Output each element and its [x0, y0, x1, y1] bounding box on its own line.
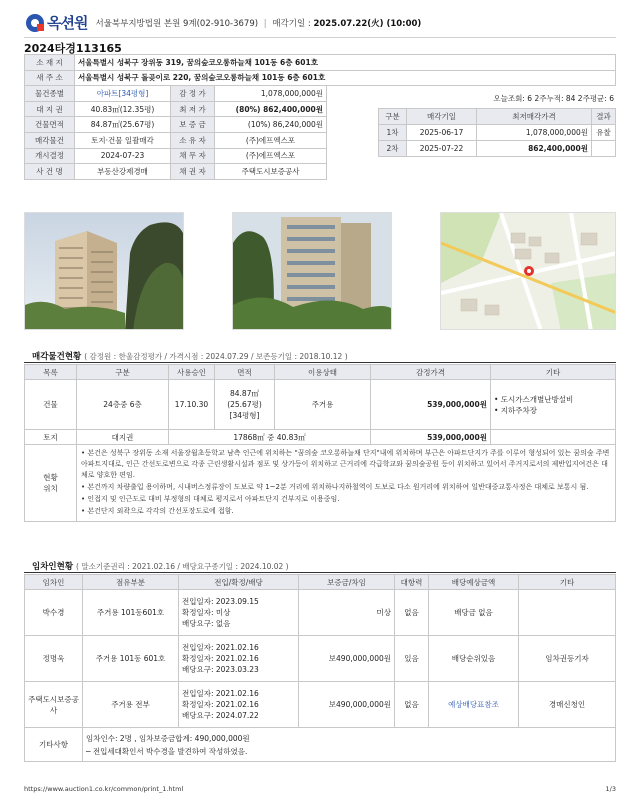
move-in-date: 전입일자: 2021.02.16: [182, 643, 259, 652]
location-value: 서울특별시 성북구 장위동 319, 꿈의숲코오롱하늘채 101동 6층 601호: [75, 55, 616, 71]
sale-date: 2025.07.22(火) (10:00): [313, 18, 422, 29]
summary-value: 1,078,000,000원: [215, 86, 327, 102]
summary-label: 대 지 권: [25, 101, 75, 117]
appraisal-price: 539,000,000원: [371, 430, 491, 445]
appraisal-type: 토지: [25, 430, 77, 445]
history-result: 유찰: [592, 125, 616, 141]
page-header: [24, 8, 616, 38]
tenant-part: 주거용 101동601호: [83, 590, 179, 636]
tenant-row: [25, 590, 616, 636]
location-label: 소 재 지: [25, 55, 75, 71]
tenants-table: [24, 574, 616, 762]
tenant-etc: 경매신청인: [519, 682, 616, 728]
dividend-table-link[interactable]: 예상배당표참조: [429, 682, 519, 728]
move-in-date: 전입일자: 2023.09.15: [182, 597, 259, 606]
appraisal-header: 면적: [215, 365, 275, 380]
location-note: • 본건까지 차량출입 용이하며, 시내버스정류장이 도보로 약 1~2분 거리에 위치하나지하철역이 도보로 다소 원거리에 위치하여 일반대중교통사정은 대체로 보통시 됨.: [81, 483, 589, 491]
summary-label: 보 증 금: [171, 117, 215, 133]
tenant-header: 임차인: [25, 575, 83, 590]
history-price: 1,078,000,000원: [477, 125, 592, 141]
tenant-etc: [519, 590, 616, 636]
tenant-row: [25, 636, 616, 682]
tenant-misc-row: [25, 728, 616, 762]
summary-value: 주택도시보증공사: [215, 164, 327, 180]
summary-value: 부동산강제경매: [75, 164, 171, 180]
logo: [26, 12, 95, 33]
area-pyeong: (25.67평): [227, 400, 262, 409]
summary-value: 40.83㎡(12.35평): [75, 101, 171, 117]
appraisal-etc: [491, 380, 616, 430]
appraisal-subtitle: ( 감정원 : 한울감정평가 / 가격시점 : 2024.07.29 / 보존등기일 : 2018.10.12 ): [84, 352, 348, 361]
tenant-part: 주거용 전부: [83, 682, 179, 728]
location-desc-label: 현황 위치: [25, 445, 77, 522]
new-address-value: 서울특별시 성북구 돌곶이로 220, 꿈의숲코오롱하늘채 101동 6층 601호: [75, 70, 616, 86]
summary-value: 84.87㎡(25.67평): [75, 117, 171, 133]
tenant-etc: 임차권등기자: [519, 636, 616, 682]
appraisal-price: 539,000,000원: [371, 380, 491, 430]
appraisal-type: 건물: [25, 380, 77, 430]
tenant-deposit: 보490,000,000원: [299, 682, 395, 728]
tenant-header: 전입/확정/배당: [179, 575, 299, 590]
tenant-opposability: 없음: [395, 590, 429, 636]
summary-value: (80%) 862,400,000원: [215, 101, 327, 117]
page-number: 1/3: [605, 785, 616, 793]
tenants-section-title: [32, 560, 289, 572]
area-type: [34평형]: [229, 411, 260, 420]
location-note: • 본건단지 외곽으로 각각의 간선포장도로에 접함.: [81, 507, 234, 515]
summary-label: 최 저 가: [171, 101, 215, 117]
sale-history-table: [378, 108, 616, 157]
building-photo-1-image: [25, 213, 184, 330]
appraisal-kind: 대지권: [77, 430, 169, 445]
history-header: 결과: [592, 109, 616, 125]
tenant-header: 기타: [519, 575, 616, 590]
tenant-part: 주거용 101동 601호: [83, 636, 179, 682]
tenant-dates: [179, 682, 299, 728]
logo-mark-icon: [26, 14, 44, 32]
misc-content: [83, 728, 616, 762]
fixed-date: 확정일자: 2021.02.16: [182, 700, 259, 709]
area-sqm: 84.87㎡: [230, 389, 259, 398]
appraisal-row-land: [25, 430, 616, 445]
building-photo-2[interactable]: [232, 212, 392, 330]
tenant-name: 박수경: [25, 590, 83, 636]
dividend-request: 배당요구: 2024.07.22: [182, 711, 259, 720]
summary-value: 2024-07-23: [75, 148, 171, 164]
history-header: 최저매각가격: [477, 109, 592, 125]
tenant-name: 정명욱: [25, 636, 83, 682]
tenant-row: [25, 682, 616, 728]
appraisal-header: 이용상태: [275, 365, 371, 380]
appraisal-land-area: 17868㎡ 중 40.83㎡: [169, 430, 371, 445]
summary-label: 채 무 자: [171, 148, 215, 164]
appraisal-header: 구분: [77, 365, 169, 380]
misc-note: ─ 전입세대확인서 박수경을 발견하여 작성하였음.: [86, 746, 248, 756]
history-price: 862,400,000원: [477, 141, 592, 157]
summary-label: 건물면적: [25, 117, 75, 133]
summary-label: 개시결정: [25, 148, 75, 164]
appraisal-header: 사용승인: [169, 365, 215, 380]
summary-value: (주)에프엑스포: [215, 132, 327, 148]
tenant-deposit: 보490,000,000원: [299, 636, 395, 682]
history-date: 2025-07-22: [407, 141, 477, 157]
misc-label: 기타사항: [25, 728, 83, 762]
location-note: • 인접지 및 인근도로 대비 부정형의 대체로 평지로서 아파트단지 건부지로 이용중임.: [81, 495, 340, 503]
page-footer: [24, 785, 616, 793]
tenant-header: 보증금/차임: [299, 575, 395, 590]
appraisal-section-title: [32, 350, 348, 362]
move-in-date: 전입일자: 2021.02.16: [182, 689, 259, 698]
summary-label: 감 정 가: [171, 86, 215, 102]
tenant-name: 주택도시보증공사: [25, 682, 83, 728]
appraisal-header: 기타: [491, 365, 616, 380]
history-result: [592, 141, 616, 157]
appraisal-table: [24, 364, 616, 522]
etc-item: • 도시가스개별난방설비: [494, 394, 574, 404]
summary-value: 토지·건물 일괄매각: [75, 132, 171, 148]
appraisal-header: 목록: [25, 365, 77, 380]
location-desc: [77, 445, 616, 522]
appraisal-row-building: [25, 380, 616, 430]
history-header: 매각기일: [407, 109, 477, 125]
header-info: 서울북부지방법원 본원 9계(02-910-3679) | 매각기일 : 2025.07.22(火) (10:00): [95, 18, 422, 29]
tenant-dates: [179, 636, 299, 682]
court-name: 서울북부지방법원 본원 9계(02-910-3679): [95, 18, 259, 29]
tenants-title: 임차인현황: [32, 562, 74, 572]
history-row: [379, 141, 616, 157]
misc-summary: 임차인수: 2명 , 임차보증금합계: 490,000,000원: [86, 733, 250, 743]
fixed-date: 확정일자: 2021.02.16: [182, 654, 259, 663]
tenant-header: 배당예상금액: [429, 575, 519, 590]
tenant-expected-dividend: 배당순위있음: [429, 636, 519, 682]
case-number: 2024타경113165: [24, 42, 122, 55]
tenant-header: 점유부분: [83, 575, 179, 590]
summary-value[interactable]: 아파트[34평형]: [75, 86, 171, 102]
appraisal-location-row: [25, 445, 616, 522]
tenant-opposability: 있음: [395, 636, 429, 682]
appraisal-title: 매각물건현황: [32, 352, 82, 362]
tenant-deposit: 미상: [299, 590, 395, 636]
appraisal-approval: 17.10.30: [169, 380, 215, 430]
footer-url: https://www.auction1.co.kr/common/print_1.html: [24, 785, 184, 793]
history-row: [379, 125, 616, 141]
location-map[interactable]: [440, 212, 616, 330]
etc-item: • 지하주차장: [494, 405, 538, 415]
logo-text: 옥션원: [47, 14, 88, 32]
tenants-subtitle: ( 말소기준권리 : 2021.02.16 / 배당요구종기일 : 2024.10.02 ): [76, 562, 289, 571]
tenant-opposability: 없음: [395, 682, 429, 728]
history-round: 2차: [379, 141, 407, 157]
new-address-label: 새 주 소: [25, 70, 75, 86]
summary-label: 채 권 자: [171, 164, 215, 180]
building-photo-1[interactable]: [24, 212, 184, 330]
history-date: 2025-06-17: [407, 125, 477, 141]
tenant-expected-dividend: 배당금 없음: [429, 590, 519, 636]
fixed-date: 확정일자: 미상: [182, 608, 231, 617]
history-header: 구분: [379, 109, 407, 125]
appraisal-floor: 24층중 6층: [77, 380, 169, 430]
dividend-request: 배당요구: 2023.03.23: [182, 665, 259, 674]
summary-label: 물건종별: [25, 86, 75, 102]
summary-label: 소 유 자: [171, 132, 215, 148]
summary-value: (주)에프엑스포: [215, 148, 327, 164]
summary-label: 매각물건: [25, 132, 75, 148]
appraisal-area: [215, 380, 275, 430]
tenant-header: 대항력: [395, 575, 429, 590]
location-note: • 본건은 성북구 장위동 소재 서울장월초등학교 남측 인근에 위치하는 "꿈의숲 코오롱하늘채 단지"내에 위치하며 부근은 아파트단지가 주를 이루어 형성되어 있는 꿈의숲 주변 아파트지대로, 인근 간선도로변으로 각종 근린생활시설과 점포 및 상가등이 위치하고 근거리에 각급학교와 꿈의숲공원 등이 위치하고 있어서 주거지로서의 제반입지여건은 대체로 양호한 편임.: [81, 449, 610, 479]
appraisal-header: 감정가격: [371, 365, 491, 380]
summary-label: 사 건 명: [25, 164, 75, 180]
dividend-request: 배당요구: 없음: [182, 619, 231, 628]
view-count: 오늘조회: 6 2주누적: 84 2주평균: 6: [493, 94, 614, 103]
sale-date-label: 매각기일 :: [272, 18, 311, 29]
location-map-image: [441, 213, 616, 330]
building-photo-2-image: [233, 213, 392, 330]
history-round: 1차: [379, 125, 407, 141]
summary-value: (10%) 86,240,000원: [215, 117, 327, 133]
appraisal-use: 주거용: [275, 380, 371, 430]
tenant-dates: [179, 590, 299, 636]
